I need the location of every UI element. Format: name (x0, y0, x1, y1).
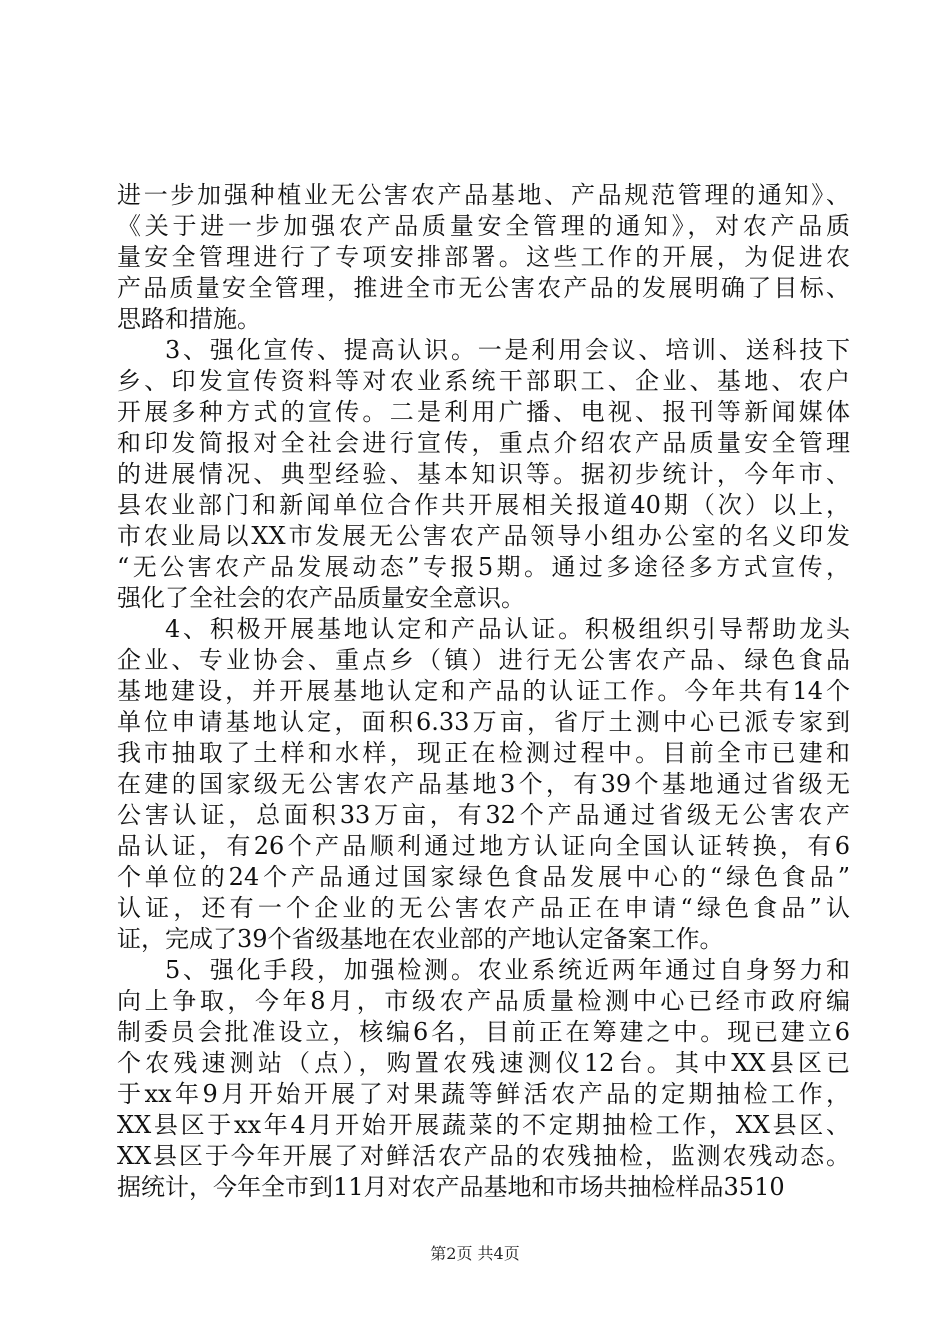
text-line: 品认证，有26个产品顺利通过地方认证向全国认证转换，有6 (117, 832, 850, 860)
text-line: 企业、专业协会、重点乡（镇）进行无公害农产品、绿色食品 (117, 646, 850, 674)
page-footer: 第2页 共4页 (430, 1244, 520, 1263)
text-line: 县农业部门和新闻单位合作共开展相关报道40期（次）以上， (117, 491, 850, 519)
text-line: 向上争取，今年8月，市级农产品质量检测中心已经市政府编 (117, 987, 850, 1015)
text-line: 产品质量安全管理，推进全市无公害农产品的发展明确了目标、 (117, 274, 850, 302)
text-line: 思路和措施。 (117, 305, 261, 333)
text-line: 的进展情况、典型经验、基本知识等。据初步统计，今年市、 (117, 460, 850, 488)
text-line: XX县区于今年开展了对鲜活农产品的农残抽检，监测农残动态。 (117, 1142, 850, 1170)
text-line: XX县区于xx年4月开始开展蔬菜的不定期抽检工作，XX县区、 (117, 1111, 850, 1139)
text-line: 公害认证，总面积33万亩，有32个产品通过省级无公害农产 (117, 801, 850, 829)
text-line: 《关于进一步加强农产品质量安全管理的通知》，对农产品质 (117, 212, 850, 240)
text-line: 量安全管理进行了专项安排部署。这些工作的开展，为促进农 (117, 243, 850, 271)
text-line: 于xx年9月开始开展了对果蔬等鲜活农产品的定期抽检工作， (117, 1080, 850, 1108)
text-line: 和印发简报对全社会进行宣传，重点介绍农产品质量安全管理 (117, 429, 850, 457)
text-line: 个单位的24个产品通过国家绿色食品发展中心的“绿色食品” (117, 863, 850, 891)
text-line: “无公害农产品发展动态”专报5期。通过多途径多方式宣传， (117, 553, 850, 581)
text-line: 单位申请基地认定，面积6.33万亩，省厅土测中心已派专家到 (117, 708, 850, 736)
text-line: 据统计，今年全市到11月对农产品基地和市场共抽检样品3510 (117, 1173, 785, 1201)
text-line: 开展多种方式的宣传。二是利用广播、电视、报刊等新闻媒体 (117, 398, 850, 426)
text-line: 强化了全社会的农产品质量安全意识。 (117, 584, 525, 612)
text-line: 基地建设，并开展基地认定和产品的认证工作。今年共有14个 (117, 677, 850, 705)
text-line: 认证，还有一个企业的无公害农产品正在申请“绿色食品”认 (117, 894, 850, 922)
text-line: 证，完成了39个省级基地在农业部的产地认定备案工作。 (117, 925, 724, 953)
text-line: 3、强化宣传、提高认识。一是利用会议、培训、送科技下 (165, 336, 850, 364)
text-line: 个农残速测站（点），购置农残速测仪12台。其中XX县区已 (117, 1049, 850, 1077)
text-line: 4、积极开展基地认定和产品认证。积极组织引导帮助龙头 (165, 615, 850, 643)
text-line: 乡、印发宣传资料等对农业系统干部职工、企业、基地、农户 (117, 367, 850, 395)
document-body (117, 180, 850, 1203)
text-line: 市农业局以XX市发展无公害农产品领导小组办公室的名义印发 (117, 522, 850, 550)
text-line: 进一步加强种植业无公害农产品基地、产品规范管理的通知》、 (117, 181, 850, 209)
text-line: 制委员会批准设立，核编6名，目前正在筹建之中。现已建立6 (117, 1018, 850, 1046)
text-line: 在建的国家级无公害农产品基地3个，有39个基地通过省级无 (117, 770, 850, 798)
text-line: 我市抽取了土样和水样，现正在检测过程中。目前全市已建和 (117, 739, 850, 767)
text-line: 5、强化手段，加强检测。农业系统近两年通过自身努力和 (165, 956, 850, 984)
